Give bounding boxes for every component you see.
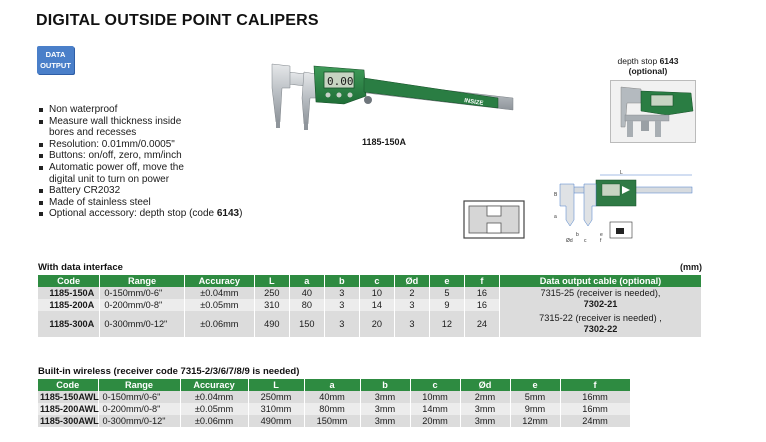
cell-L: 310 [254,299,289,311]
cable-line-2: 7302-22 [583,324,618,334]
feature-item-continuation: bores and recesses [49,127,137,139]
cell-a: 150 [289,311,324,337]
cell-a: 40mm [304,391,360,403]
feature-item: Resolution: 0.01mm/0.0005" [39,139,269,151]
cell-f: 16 [464,287,499,299]
table-row [38,287,702,299]
col-header-L: L [254,275,289,287]
cell-L: 490mm [248,415,304,427]
accessory-text: Optional accessory: depth stop (code [49,208,217,220]
col-header-range: Range [100,275,184,287]
table-header-row [38,379,630,391]
table2-title: Built-in wireless (receiver code 7315-2/3/6/7/8/9 is needed) [38,366,300,377]
caliper-product-image [268,58,518,136]
cell-e: 9mm [510,403,560,415]
table-row [38,391,630,403]
col-header-a: a [304,379,360,391]
col-header-f: f [560,379,630,391]
badge-line-1: DATA [45,50,66,59]
cell-cable [499,311,701,337]
feature-item: Measure wall thickness inside [39,116,269,128]
cell-d: 3 [394,311,429,337]
col-header-f: f [464,275,499,287]
depth-stop-prefix: depth stop [617,56,660,66]
col-header-cable: Data output cable (optional) [499,275,701,287]
cell-f: 24 [464,311,499,337]
col-header-accuracy: Accuracy [180,379,248,391]
cell-f: 16 [464,299,499,311]
dim-label-d: Ød [566,238,573,244]
col-header-accuracy: Accuracy [184,275,254,287]
cell-range: 0-300mm/0-12" [98,415,180,427]
cell-b: 3mm [360,391,410,403]
cell-e: 9 [429,299,464,311]
depth-stop-code: 6143 [659,56,679,66]
cell-accuracy: ±0.05mm [184,299,254,311]
dim-label-L: L [620,170,623,176]
cell-L: 250 [254,287,289,299]
cell-accuracy: ±0.06mm [184,311,254,337]
cell-b: 3mm [360,403,410,415]
table-row [38,403,630,415]
cell-a: 80 [289,299,324,311]
cell-e: 5mm [510,391,560,403]
cell-range: 0-300mm/0-12" [100,311,184,337]
col-header-L: L [248,379,304,391]
cell-d: 2mm [460,391,510,403]
depth-stop-image [610,80,696,143]
dim-label-e: e [600,232,603,238]
col-header-code: Code [38,379,98,391]
cell-f: 16mm [560,403,630,415]
cell-d: 3mm [460,415,510,427]
cell-a: 40 [289,287,324,299]
data-output-badge [37,46,74,74]
cell-c: 10 [359,287,394,299]
cell-c: 14 [359,299,394,311]
cell-b: 3mm [360,415,410,427]
cell-accuracy: ±0.06mm [180,415,248,427]
cell-d: 2 [394,287,429,299]
col-header-e: e [429,275,464,287]
cell-e: 12mm [510,415,560,427]
table-row [38,415,630,427]
col-header-c: c [359,275,394,287]
dim-label-B: B [554,192,558,198]
caliper-brand-text: INSIZE [463,98,484,108]
cell-code: 1185-300AWL [40,416,99,426]
cell-c: 10mm [410,391,460,403]
feature-item: Buttons: on/off, zero, mm/inch [39,150,269,162]
cell-d: 3 [394,299,429,311]
cell-range: 0-200mm/0-8" [100,299,184,311]
dim-label-f: f [600,238,602,244]
feature-list [39,104,269,220]
feature-item-accessory [39,208,269,220]
cell-c: 20 [359,311,394,337]
feature-item: Battery CR2032 [39,185,269,197]
col-header-b: b [360,379,410,391]
dimension-diagram [548,170,698,246]
data-interface-table [38,275,702,337]
cell-b: 3 [324,287,359,299]
cell-c: 20mm [410,415,460,427]
dim-label-b: b [576,232,579,238]
cross-section-icon [463,200,525,239]
col-header-range: Range [98,379,180,391]
cell-code: 1185-150A [38,287,100,299]
col-header-d: Ød [394,275,429,287]
wireless-table [38,379,631,427]
cell-L: 490 [254,311,289,337]
feature-item: Automatic power off, move the [39,162,269,174]
cell-code: 1185-150AWL [40,392,99,402]
depth-stop-label [598,56,698,76]
feature-item: Made of stainless steel [39,197,269,209]
cell-accuracy: ±0.04mm [180,391,248,403]
page-title: DIGITAL OUTSIDE POINT CALIPERS [36,12,319,29]
feature-item-continuation: digital unit to turn on power [49,173,170,185]
cell-c: 14mm [410,403,460,415]
dim-label-c: c [584,238,587,244]
table-header-row [38,275,702,287]
table1-unit: (mm) [680,262,702,272]
cell-range: 0-200mm/0-8" [98,403,180,415]
cell-range: 0-150mm/0-6" [98,391,180,403]
table-row [38,311,702,337]
cell-d: 3mm [460,403,510,415]
cell-code: 1185-300A [38,311,100,337]
cell-e: 5 [429,287,464,299]
cell-range: 0-150mm/0-6" [100,287,184,299]
cell-b: 3 [324,299,359,311]
badge-line-2: OUTPUT [40,61,71,70]
cell-cable [499,287,701,311]
cell-b: 3 [324,311,359,337]
accessory-code: 6143 [216,208,240,220]
cell-code: 1185-200A [38,299,100,311]
cell-a: 80mm [304,403,360,415]
cell-accuracy: ±0.04mm [184,287,254,299]
cell-a: 150mm [304,415,360,427]
table1-title: With data interface [38,262,123,273]
cell-accuracy: ±0.05mm [180,403,248,415]
col-header-d: Ød [460,379,510,391]
cell-e: 12 [429,311,464,337]
cable-line-2: 7302-21 [583,299,618,309]
col-header-a: a [289,275,324,287]
col-header-e: e [510,379,560,391]
cell-f: 16mm [560,391,630,403]
accessory-close: ) [239,208,243,220]
dim-label-a: a [554,214,557,220]
depth-stop-optional: (optional) [628,66,668,76]
cell-code: 1185-200AWL [40,404,99,414]
col-header-b: b [324,275,359,287]
col-header-c: c [410,379,460,391]
cable-line-1: 7315-25 (receiver is needed), [540,288,661,298]
cell-f: 24mm [560,415,630,427]
cell-L: 250mm [248,391,304,403]
feature-item: Non waterproof [39,104,269,116]
col-header-code: Code [38,275,100,287]
caliper-display-reading: 0.00 [327,75,354,88]
product-model-label: 1185-150A [362,137,407,147]
cell-L: 310mm [248,403,304,415]
cable-line-1: 7315-22 (receiver is needed) , [539,313,662,323]
